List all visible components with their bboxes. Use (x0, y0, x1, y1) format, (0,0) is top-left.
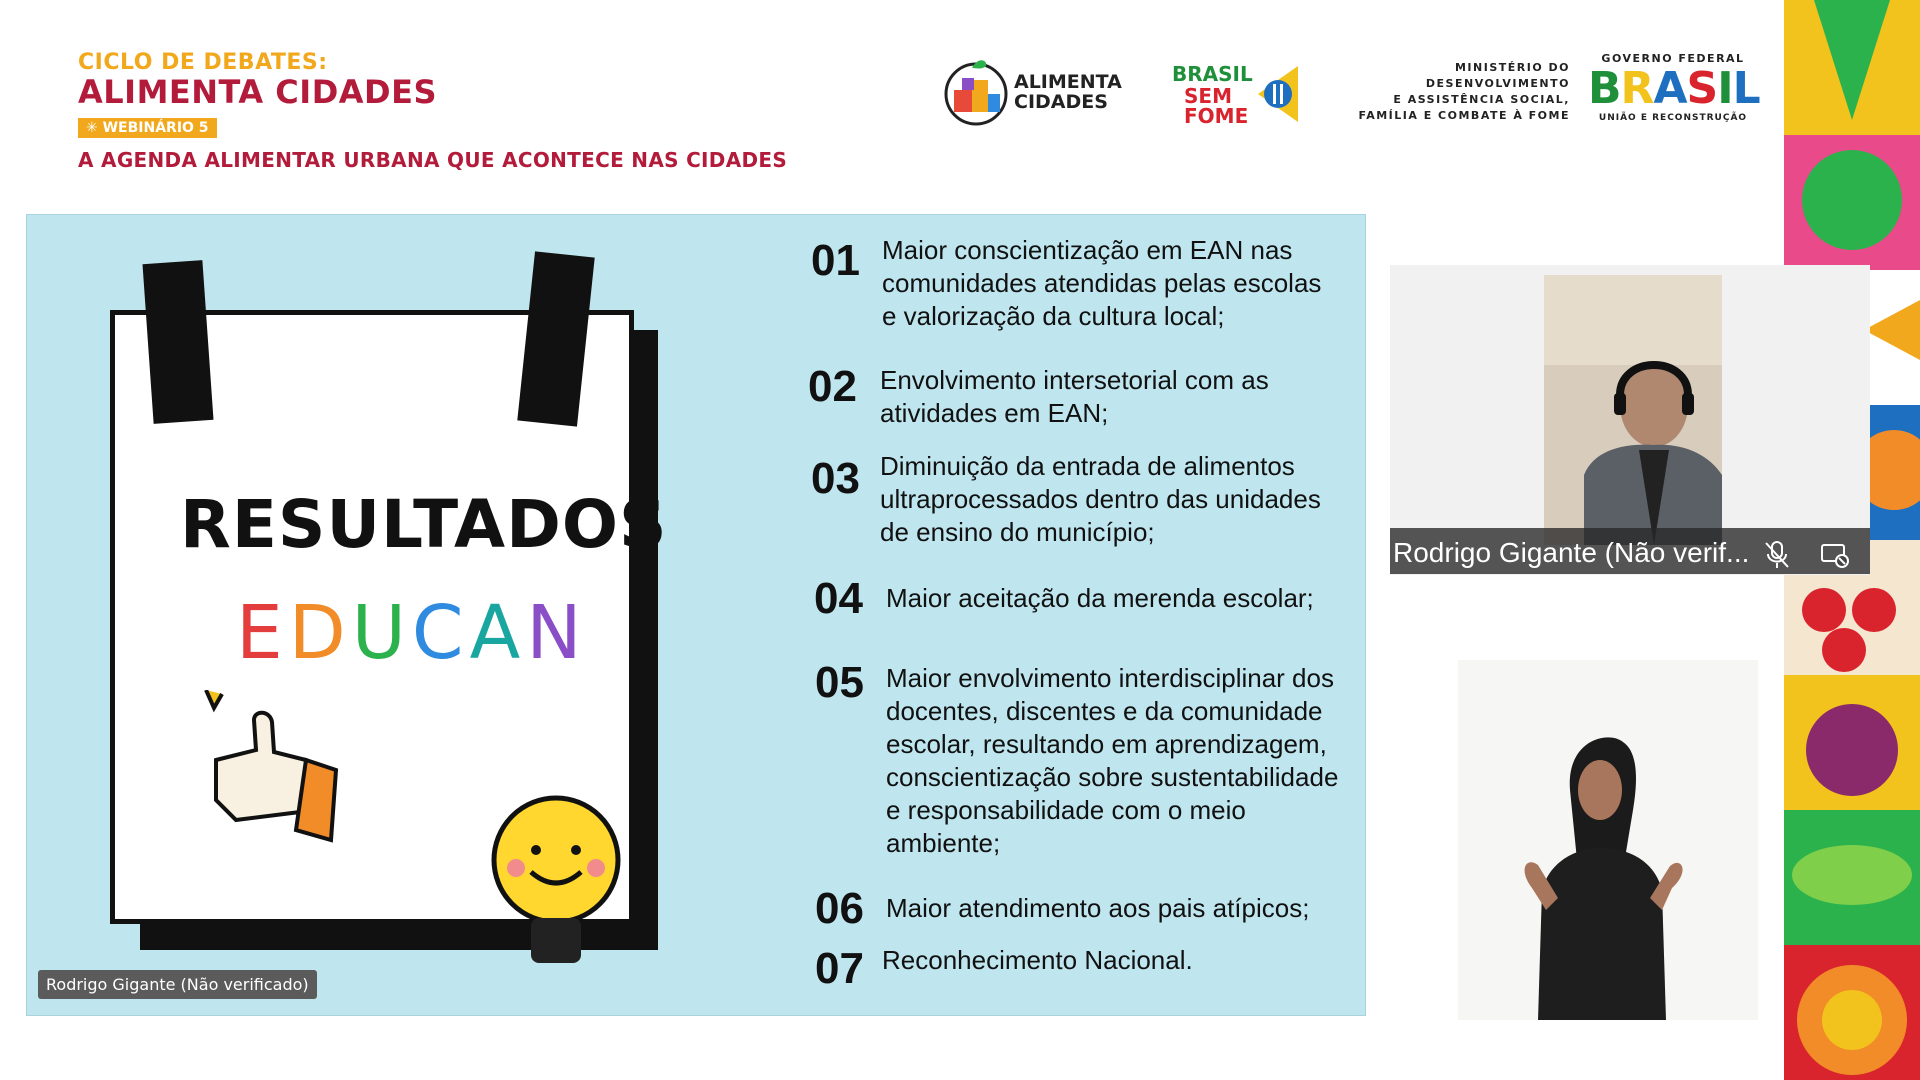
plate-cutlery-icon (1258, 66, 1298, 122)
bsf-line3: FOME (1184, 104, 1249, 128)
slide-heading: RESULTADOS (180, 486, 668, 563)
bsf-line1: BRASIL (1172, 62, 1253, 86)
event-series: CICLO DE DEBATES: (78, 50, 328, 75)
educan-letter: E (236, 590, 289, 676)
educan-wordmark (236, 590, 588, 676)
alimenta-logo-line1: ALIMENTA (1014, 71, 1122, 93)
educan-letter: U (351, 590, 412, 676)
ministry-line4: FAMÍLIA E COMBATE À FOME (1358, 109, 1570, 122)
pin-icon[interactable] (1820, 541, 1850, 569)
bsf-line2: SEM (1184, 84, 1232, 108)
item-number: 01 (811, 236, 860, 285)
item-number: 07 (815, 944, 864, 993)
alimenta-logo-line2: CIDADES (1014, 91, 1108, 113)
governo-federal-logo (1588, 52, 1758, 132)
event-subtitle: A AGENDA ALIMENTAR URBANA QUE ACONTECE NAS CIDADES (78, 148, 788, 172)
list-item: Maior atendimento aos pais atípicos; (886, 893, 1310, 923)
item-number: 04 (814, 574, 863, 623)
educan-letter: A (469, 590, 527, 676)
sign-language-interpreter-tile[interactable] (1458, 660, 1758, 1020)
gov-brasil-wordmark: BRASIL (1588, 63, 1760, 114)
gov-top: GOVERNO FEDERAL (1601, 52, 1745, 65)
list-item: Maior envolvimento interdisciplinar dos docentes, discentes e da comunidade escolar, resultando em aprendizagem, conscientização sobre sustentabilidade e responsabilidade com o meio ambiente; (886, 663, 1339, 858)
event-header (78, 52, 787, 172)
educan-letter: N (526, 590, 588, 676)
thumbs-up-icon (196, 690, 346, 860)
brasil-sem-fome-logo (1170, 58, 1300, 128)
tape-left (142, 260, 213, 424)
item-number: 03 (811, 454, 860, 503)
interpreter-person-image (1458, 660, 1758, 1020)
list-item: Maior aceitação da merenda escolar; (886, 583, 1314, 613)
webinar-badge: ✳ WEBINÁRIO 5 (78, 118, 217, 138)
mic-off-icon[interactable] (1763, 540, 1791, 570)
educan-letter: D (288, 590, 352, 676)
speaker-video-feed (1544, 275, 1722, 545)
item-number: 06 (815, 884, 864, 933)
speaker-person-image (1544, 275, 1722, 545)
item-number: 02 (808, 362, 857, 411)
alimenta-cidades-emblem-icon (942, 50, 1012, 130)
ministry-line3: E ASSISTÊNCIA SOCIAL, (1393, 93, 1570, 106)
ministry-logo (1350, 60, 1570, 130)
educan-letter: C (411, 590, 470, 676)
gov-bottom: UNIÃO E RECONSTRUÇÃO (1598, 113, 1748, 123)
list-item: Envolvimento intersetorial com as atividades em EAN; (880, 365, 1269, 428)
ministry-line2: DESENVOLVIMENTO (1425, 77, 1570, 90)
speaker-name: Rodrigo Gigante (Não verif... (1393, 537, 1750, 568)
list-item: Diminuição da entrada de alimentos ultraprocessados dentro das unidades de ensino do município; (880, 451, 1321, 547)
list-item: Reconhecimento Nacional. (882, 945, 1193, 975)
presenter-caption: Rodrigo Gigante (Não verificado) (38, 970, 317, 999)
ministry-line1: MINISTÉRIO DO (1454, 61, 1570, 74)
smiling-bulb-icon (486, 790, 626, 990)
item-number: 05 (815, 658, 864, 707)
alimenta-cidades-logo (942, 50, 1122, 130)
list-item: Maior conscientização em EAN nas comunidades atendidas pelas escolas e valorização da cultura local; (882, 235, 1322, 331)
event-title: ALIMENTA CIDADES (78, 73, 437, 111)
